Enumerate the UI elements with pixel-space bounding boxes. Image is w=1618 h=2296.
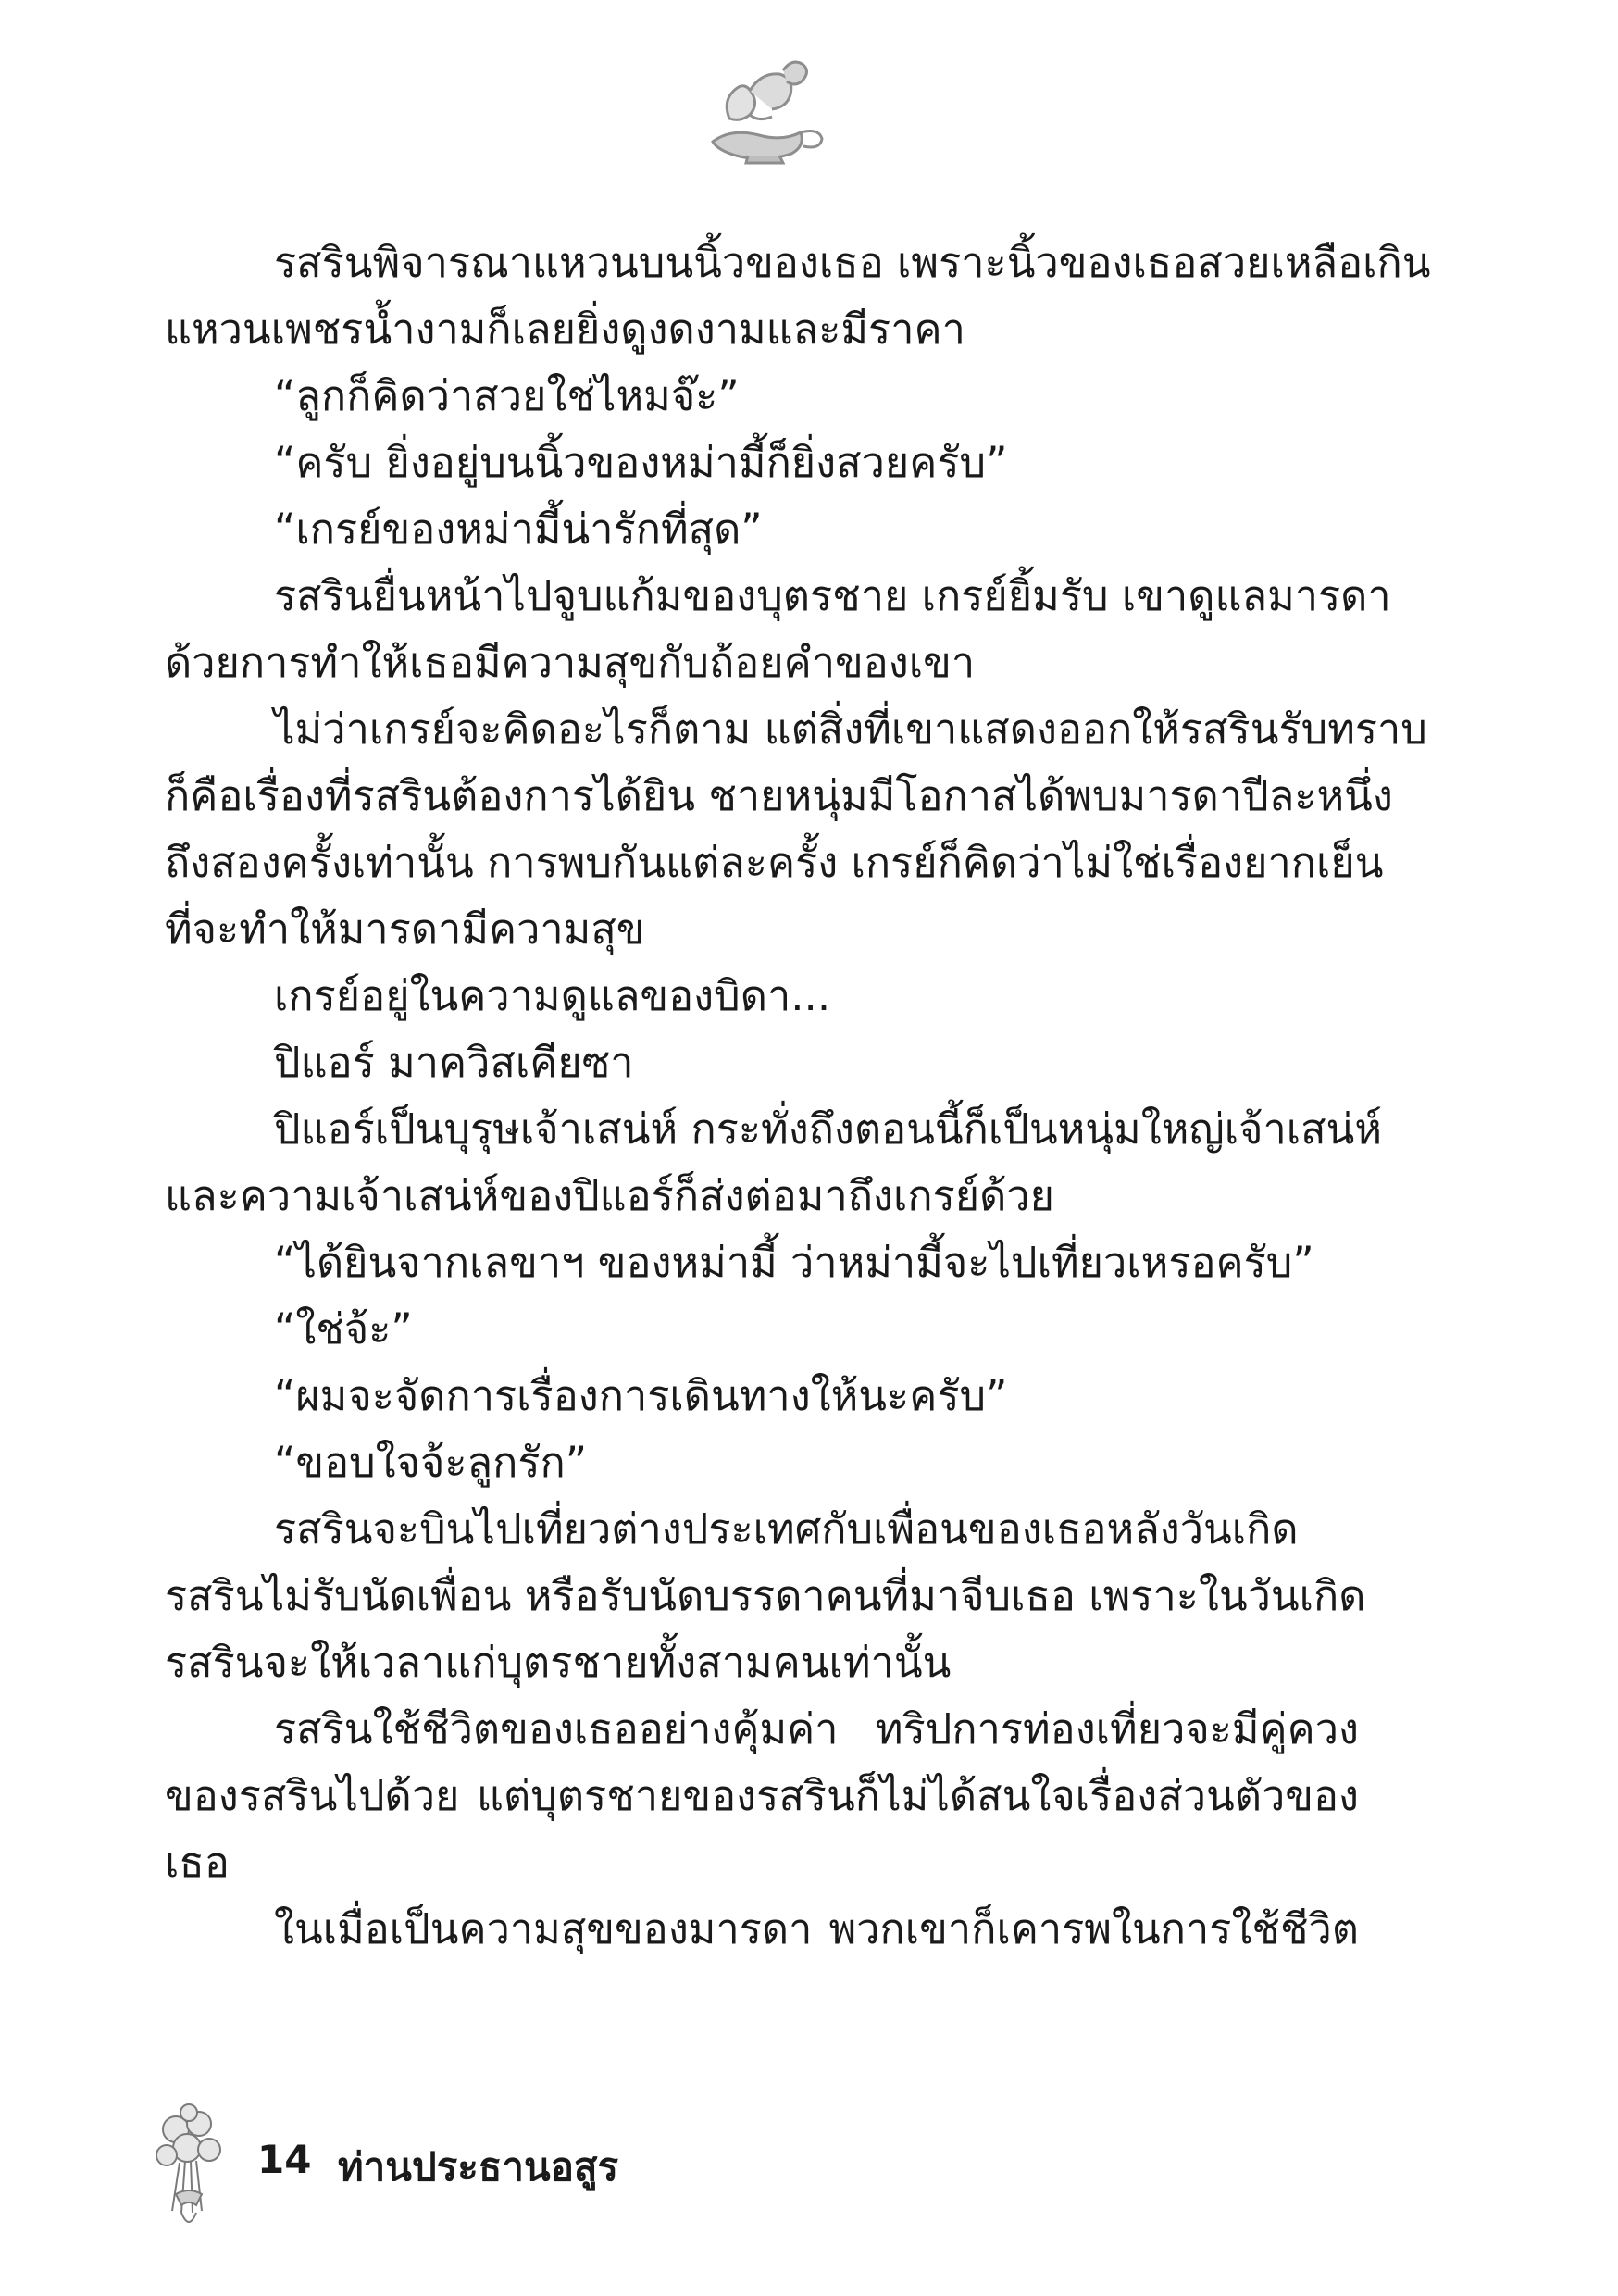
text-line: ไม่ว่าเกรย์จะคิดอะไรก็ตาม แต่สิ่งที่เขาแสดงออกให้รสรินรับทราบ	[274, 705, 1427, 754]
text-line: “ขอบใจจ้ะลูกรัก”	[274, 1438, 588, 1487]
book-title: ท่านประธานอสูร	[338, 2144, 619, 2190]
text-line: รสรินไม่รับนัดเพื่อน หรือรับนัดบรรดาคนที่มาจีบเธอ เพราะในวันเกิด	[165, 1571, 1366, 1620]
text-line: ปิแอร์ มาควิสเคียซา	[274, 1038, 634, 1087]
flower-bouquet-icon	[148, 2102, 231, 2240]
text-line: ด้วยการทำให้เธอมีความสุขกับถ้อยคำของเขา	[165, 638, 976, 687]
text-line: “ได้ยินจากเลขาฯ ของหม่ามี้ ว่าหม่ามี้จะไปเที่ยวเหรอครับ”	[274, 1238, 1314, 1287]
page-number: 14	[257, 2137, 312, 2182]
text-line: “ลูกก็คิดว่าสวยใช่ไหมจ๊ะ”	[274, 371, 740, 420]
header-ornament-icon	[694, 54, 833, 165]
text-line: รสรินจะให้เวลาแก่บุตรชายทั้งสามคนเท่านั้น	[165, 1638, 952, 1687]
text-line: และความเจ้าเสน่ห์ของปิแอร์ก็ส่งต่อมาถึงเกรย์ด้วย	[165, 1171, 1054, 1220]
text-line: “เกรย์ของหม่ามี้น่ารักที่สุด”	[274, 505, 763, 554]
text-line: รสรินจะบินไปเที่ยวต่างประเทศกับเพื่อนของเธอหลังวันเกิด	[274, 1504, 1299, 1554]
text-line: รสรินใช้ชีวิตของเธออย่างคุ้มค่า ทริปการท่องเที่ยวจะมีคู่ควง	[274, 1704, 1359, 1753]
text-line: “ครับ ยิ่งอยู่บนนิ้วของหม่ามี้ก็ยิ่งสวยครับ”	[274, 438, 1008, 487]
text-line: ในเมื่อเป็นความสุขของมารดา พวกเขาก็เคารพในการใช้ชีวิต	[274, 1904, 1359, 1953]
text-line: “ผมจะจัดการเรื่องการเดินทางให้นะครับ”	[274, 1371, 1008, 1420]
text-line: ถึงสองครั้งเท่านั้น การพบกันแต่ละครั้ง เกรย์ก็คิดว่าไม่ใช่เรื่องยากเย็น	[165, 838, 1384, 887]
body-text	[165, 230, 1431, 1963]
text-line: ที่จะทำให้มารดามีความสุข	[165, 905, 645, 954]
text-line: เธอ	[165, 1838, 230, 1887]
text-line: ปิแอร์เป็นบุรุษเจ้าเสน่ห์ กระทั่งถึงตอนนี้ก็เป็นหนุ่มใหญ่เจ้าเสน่ห์	[274, 1104, 1382, 1154]
text-line: แหวนเพชรน้ำงามก็เลยยิ่งดูงดงามและมีราคา	[165, 305, 965, 354]
text-line: รสรินยื่นหน้าไปจูบแก้มของบุตรชาย เกรย์ยิ้มรับ เขาดูแลมารดา	[274, 571, 1391, 620]
text-line: รสรินพิจารณาแหวนบนนิ้วของเธอ เพราะนิ้วของเธอสวยเหลือเกิน	[274, 238, 1431, 287]
text-line: ก็คือเรื่องที่รสรินต้องการได้ยิน ชายหนุ่มมีโอกาสได้พบมารดาปีละหนึ่ง	[165, 771, 1393, 820]
text-line: เกรย์อยู่ในความดูแลของบิดา...	[274, 971, 831, 1020]
page-footer	[148, 2102, 796, 2240]
text-line: “ใช่จ้ะ”	[274, 1304, 413, 1354]
text-line: ของรสรินไปด้วย แต่บุตรชายของรสรินก็ไม่ได้สนใจเรื่องส่วนตัวของ	[165, 1771, 1359, 1820]
